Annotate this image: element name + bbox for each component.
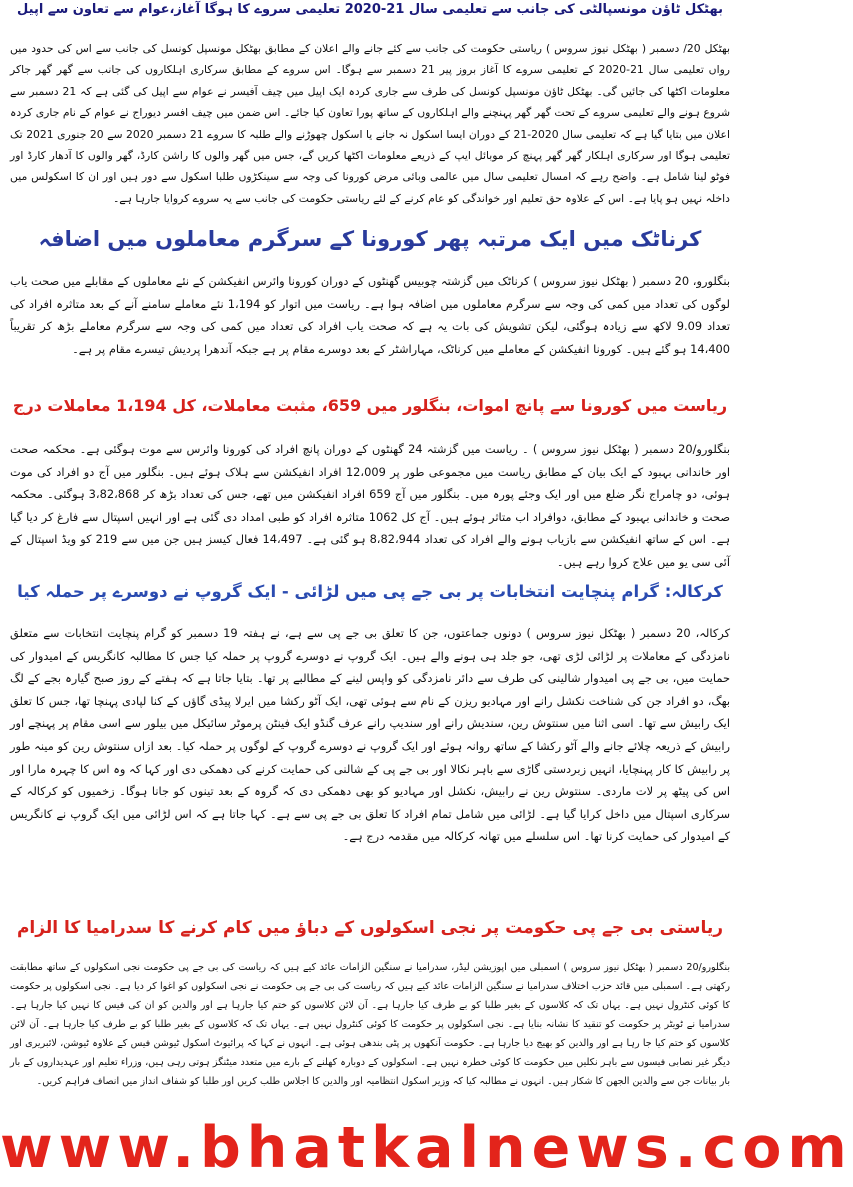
article-body: کرکالہ، 20 دسمبر ( بھٹکل نیوز سروس ) دونوں جماعتوں، جن کا تعلق بی جے پی سے ہے، نے ہفتہ 19 دسمبر کو گرام پنچایت انتخابات سے متعلق نامزدگی کے معاملات پر لڑائی لڑی تھی، جو جلد ہی ہونے والے ہیں۔ ایک گروپ نے دوسرے گروپ پر حملہ کیا جس کا مطالبہ کانگریس کے امیدوار کی حمایت میں، بی جے پی امیدوار شالینی کی طرف سے دائر نامزدگی کو واپس لینے کے مطالبے پر تھا۔ بتایا جاتا ہے کہ ہفتے کے روز صبح گیارہ بجے کے لگ بھگ، دو افراد جن کی شناخت نکشل رانے اور مہادیو ریزن کے نام سے ہوئی تھی، ایک آٹو رکشا میں ایرلا پیڈی گاؤں کے کنا لپادی پہنچا تھا، جس کا تعلق ایک رابیش سے تھا۔ اسی اثنا میں سنتوش رین، سندیش رانے اور سندیپ رانے عرف گنڈو ایک فینٹن پرموٹر سائیکل میں بیلور سے اسی مقام پر پہنچے اور رابیش کے ذریعہ چلائے جانے والے آٹو رکشا کے ساتھ روانہ ہوئے اور ایک گروپ نے دوسرے گروپ کے لوگوں پر حملہ کیا۔ بعد ازاں سنتوش رین کو مینہ طور پر رابیش کا کار پہنچایا، انہیں زبردستی گاڑی سے باہر نکالا اور بی جے پی کے شالنی کی حمایت کرنے کی دھمکی دی اور کہا کہ وہ اس کا چہرہ مارا اور اس کی پیٹھ پر لات ماردی۔ سنتوش رین نے رابیش، نکشل اور مہادیو کو بھی دھمکی دی کہ گروہ کے بعد تینوں کو جانا ہوگا۔ زخمیوں کو کرکالہ کے سرکاری اسپتال میں داخل کرایا گیا ہے۔ لڑائی میں شامل تمام افراد کا تعلق بی جے پی سے ہے۔ کہا جاتا ہے کہ اس لڑائی میں ایک گروپ نے کانگریس کے امیدوار کی حمایت کرنا تھا۔ اس سلسلے میں تھانہ کرکالہ میں مقدمہ درج ہے۔ [10,626,731,844]
headline: ریاستی بی جے پی حکومت پر نجی اسکولوں کے دباؤ میں کام کرنے کا سدرامیا کا الزام [16,918,724,938]
article-siddaramaiah-private-schools [10,918,730,1091]
article-education-survey [10,2,730,209]
headline: کرناٹک میں ایک مرتبہ پھر کورونا کے سرگرم معاملوں میں اضافہ [38,227,702,251]
headline: ریاست میں کورونا سے پانچ اموات، بنگلور میں 659، مثبت معاملات، کل 1،194 معاملات درج [12,396,728,415]
article-state-corona-deaths [10,396,730,574]
article-body: بنگلورو، 20 دسمبر ( بھٹکل نیوز سروس ) کرناٹک میں گزشتہ چوبیس گھنٹوں کے دوران کورونا وائرس انفیکشن کے نئے معاملوں کے مقابلے میں صحت یاب لوگوں کی تعداد میں کمی کی وجہ سے سرگرم معاملوں میں اضافہ ہوا ہے۔ ریاست میں اتوار کو 1،194 نئے معاملے سامنے آنے کے بعد متاثرہ افراد کی تعداد 9.09 لاکھ سے زیادہ ہوگئی، لیکن تشویش کی بات یہ ہے کہ صحت یاب افراد کی تعداد میں کمی کی وجہ سے سرگرم معاملے بڑھ کر تقریباً 14،400 ہو گئے ہیں۔ کورونا انفیکشن کے معاملے میں کرناٹک، مہاراشٹر کے بعد دوسرے مقام پر ہے جبکہ آندھرا پردیش تیسرے مقام پر ہے۔ [10,274,730,356]
article-karnataka-corona-active [10,226,730,360]
website-footer[interactable]: www.bhatkalnews.com [0,1115,853,1181]
article-body: بھٹکل 20/ دسمبر ( بھٹکل نیوز سروس ) ریاستی حکومت کی جانب سے کئے جانے والے اعلان کے مطابق بھٹکل مونسپل کونسل کی جانب سے اس کی حدود میں رواں تعلیمی سال 21-2020 کے تعلیمی سروے کا آغاز بروز پیر 21 دسمبر سے ہوگا۔ اس سروے کے مطابق سرکاری اہلکاروں کی جانب سے گھر گھر جاکر معلومات اکٹھا کی جائیں گی۔ بھٹکل ٹاؤن مونسپل کونسل کی طرف سے جاری کردہ ایک اپیل میں چیف آفیسر نے عوام سے اپیل کی گئی ہے کہ 21 دسمبر سے شروع ہونے والے تعلیمی سروے کے تحت گھر گھر پہنچنے والے اہلکاروں کے ساتھ پورا تعاون کیا جائے۔ اس ضمن میں چیف افسر دیوراج نے عوام کے نام جاری کردہ اعلان میں بتایا گیا ہے کہ تعلیمی سال 2020-21 کے دوران ایسا اسکول نہ جانے یا اسکول چھوڑنے والے طلبہ کا سروے 21 دسمبر 2020 سے 20 جنوری 2021 تک تعلیمی ہوگا اور سرکاری اہلکار گھر گھر پہنچ کر موبائل ایپ کے ذریعے معلومات اکٹھا کریں گے، جس میں گھر والوں کا راشن کارڈ، گھر والوں کا آدھار کارڈ اور فوٹو لینا شامل ہے۔ واضح رہے کہ امسال تعلیمی سال میں عالمی وبائی مرض کورونا کی وجہ سے سینکڑوں طلبا اسکول سے دور ہیں اور ان کا اسکولس میں داخلہ نہیں ہو پایا ہے۔ اس کے علاوہ حق تعلیم اور خواندگی کو عام کرنے کے لئے ریاستی حکومت کی جانب سے یہ سروے کروایا جارہا ہے۔ [10,42,730,205]
article-karkala-bjp-fight [10,582,730,848]
article-body: بنگلورو/20 دسمبر ( بھٹکل نیوز سروس ) اسمبلی میں اپوزیشن لیڈر، سدرامیا نے سنگین الزامات عائد کیے ہیں کہ ریاست کی بی جے پی حکومت نجی اسکولوں کے ساتھ مطابقت رکھتی ہے۔ اسمبلی میں قائد حزب اختلاف سدرامیا نے سنگین الزامات عائد کیے ہیں کہ ریاست کی بی جے پی حکومت نے نجی اسکولوں کو اغوا کر دیا ہے۔ نجی اسکولوں پر حکومت کا کوئی کنٹرول نہیں ہے۔ یہاں تک کہ کلاسوں کے بغیر طلبا کو بے طرف کیا جارہا ہے۔ آن لائن کلاسوں کو ختم کیا جارہا ہے اور والدین کو ان کی فیس کا نہیں کیا جارہا ہے۔ سدرامیا نے ٹویٹر پر حکومت کو تنقید کا نشانہ بنایا ہے۔ نجی اسکولوں پر حکومت کا کوئی کنٹرول نہیں ہے۔ یہاں تک کہ کلاسوں کے بغیر طلبا کو بے طرف کیا جارہا ہے۔ آن لائن کلاسوں کو ختم کیا جا رہا ہے اور والدین کو بھیج دیا جارہا ہے۔ حکومت آنکھوں پر پٹی بندھی ہوئی ہے۔ انہوں نے کہا کہ پرائیوٹ اسکول ٹیوشن فیس کے علاوہ ٹیوشن، لائبریری اور دیگر غیر نصابی فیسوں سے باہر نکلیں میں حکومت کا کوئی خطرہ نہیں ہے۔ اسکولوں کے دوبارہ کھلنے کے بارے میں متعدد میٹنگز ہوتی رہی ہیں، وزراء تعلیم اور عہدیداروں کے بار بار بیانات جن سے والدین الجھن کا شکار ہیں۔ انہوں نے مطالبہ کیا کہ وزیر اسکول انتظامیہ اور والدین کا اجلاس طلب کریں اور طلبا کو شفاف انداز میں انصاف فراہم کریں۔ [10,962,730,1087]
headline: بھٹکل ٹاؤن مونسپالٹی کی جانب سے تعلیمی سال 21-2020 تعلیمی سروے کا ہوگا آغاز،عوام سے تعاون سے اپیل [17,2,723,17]
headline: کرکالہ: گرام پنچایت انتخابات پر بی جے پی میں لڑائی - ایک گروپ نے دوسرے پر حملہ کیا [17,582,723,601]
article-body: بنگلورو/20 دسمبر ( بھٹکل نیوز سروس ) ۔ ریاست میں گزشتہ 24 گھنٹوں کے دوران پانچ افراد کی کورونا وائرس سے موت ہوگئی ہے۔ محکمہ صحت اور خاندانی بہبود کے ایک بیان کے مطابق ریاست میں مجموعی طور پر 12،009 افراد انفیکشن سے ہلاک ہوئے ہیں۔ بنگلور میں آج دو افراد کی موت ہوئی، دو چامراج نگر ضلع میں اور ایک وجئے پورہ میں۔ بنگلور میں آج 659 افراد انفیکشن میں تھے، جس کی تعداد بڑھ کر 3،82،868 ہوگئی۔ محکمہ صحت و خاندانی بہبود کے مطابق، دوافراد اب متاثر ہوئے ہیں۔ آج کل 1062 متاثرہ افراد کو طبی امداد دی گئی ہے اور انہیں اسپتال سے فارغ کر دیا گیا ہے۔ اس کے ساتھ انفیکشن سے بازیاب ہونے والے افراد کی تعداد 8،82،944 ہو گئی ہے۔ 14،497 فعال کیسز ہیں جن میں سے 219 کو ویڈ اسپتال کے آئی سی یو میں علاج کروا رہے ہیں۔ [10,442,731,569]
